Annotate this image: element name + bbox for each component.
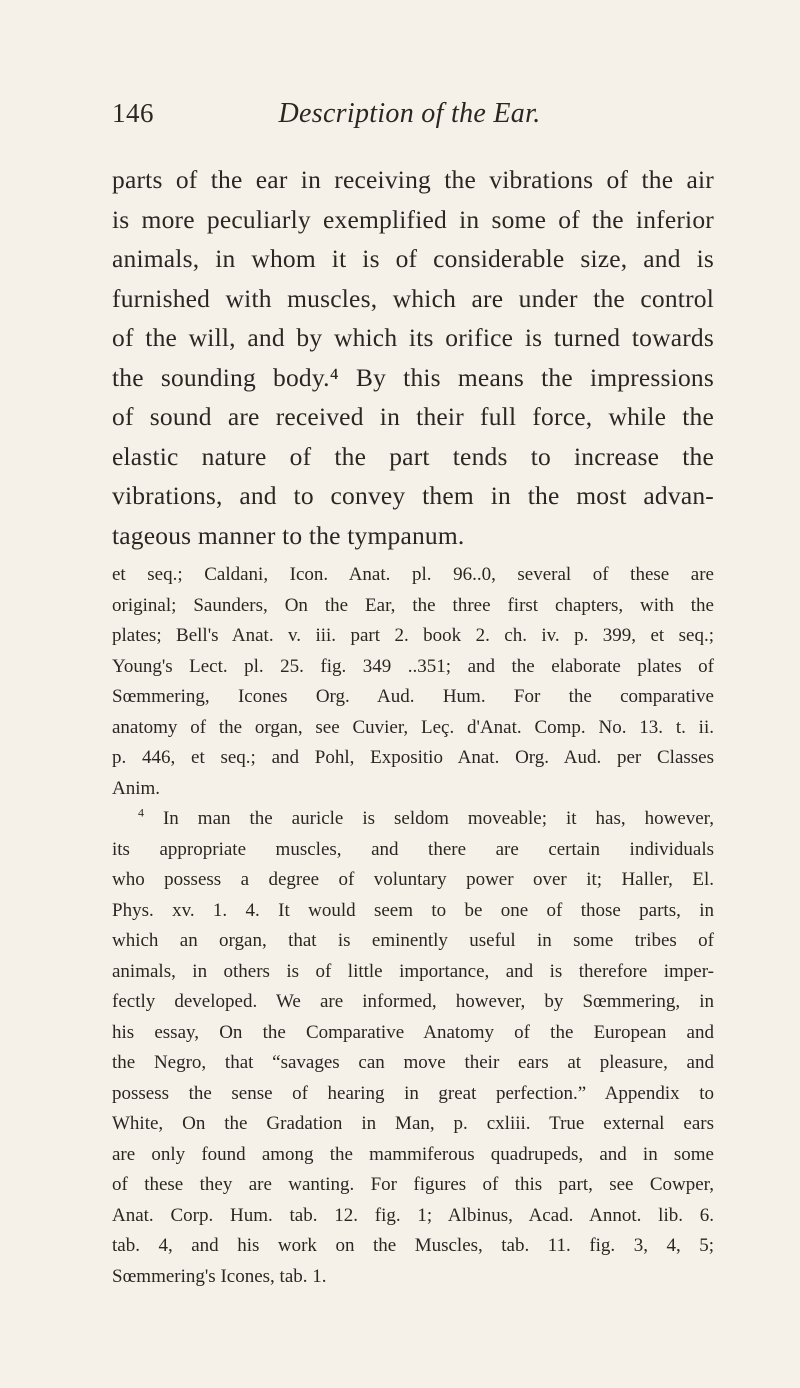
page-number: 146 bbox=[112, 98, 154, 128]
footnote-line: possess the sense of hearing in great perfection.” Appendix to bbox=[112, 1082, 714, 1104]
footnote-marker: 4 bbox=[138, 805, 144, 820]
footnote-line: animals, in others is of little importance, and is therefore imper- bbox=[112, 960, 714, 982]
body-line: tageous manner to the tympanum. bbox=[112, 520, 465, 550]
footnote-line: White, On the Gradation in Man, p. cxliii. True external ears bbox=[112, 1113, 714, 1134]
footnote-line: et seq.; Caldani, Icon. Anat. pl. 96..0, several of these are bbox=[112, 564, 714, 585]
body-line: of sound are received in their full force, while the bbox=[112, 402, 714, 431]
footnote-line: anatomy of the organ, see Cuvier, Leç. d'Anat. Comp. No. 13. t. ii. bbox=[112, 716, 714, 738]
footnote-4 bbox=[112, 804, 714, 1292]
running-head bbox=[112, 98, 707, 138]
main-paragraph bbox=[112, 160, 714, 555]
body-line: elastic nature of the part tends to increase the bbox=[112, 441, 714, 471]
footnote-first-text: In man the auricle is seldom moveable; it has, however, bbox=[162, 808, 714, 829]
body-line: of the will, and by which its orifice is turned towards bbox=[112, 323, 714, 352]
body-line: furnished with muscles, which are under the control bbox=[112, 283, 714, 313]
footnote-line: the Negro, that “savages can move their ears at pleasure, and bbox=[112, 1052, 714, 1073]
footnote-line: are only found among the mammiferous quadrupeds, and in some bbox=[112, 1143, 714, 1165]
footnote-continued bbox=[112, 560, 714, 804]
footnote-line: fectly developed. We are informed, however, by Sœmmering, in bbox=[112, 991, 714, 1012]
running-title: Description of the Ear. bbox=[278, 98, 541, 129]
footnote-line: Phys. xv. 1. 4. It would seem to be one of those parts, in bbox=[112, 899, 714, 921]
footnote-line: Sœmmering, Icones Org. Aud. Hum. For the comparative bbox=[112, 686, 714, 707]
footnote-line: its appropriate muscles, and there are certain individuals bbox=[112, 838, 714, 860]
footnote-line: Anat. Corp. Hum. tab. 12. fig. 1; Albinus, Acad. Annot. lib. 6. bbox=[112, 1204, 714, 1226]
footnote-line: Young's Lect. pl. 25. fig. 349 ..351; and the elaborate plates of bbox=[112, 655, 714, 677]
footnote-line: original; Saunders, On the Ear, the three first chapters, with the bbox=[112, 594, 714, 616]
body-line: is more peculiarly exemplified in some of the inferior bbox=[112, 204, 714, 234]
footnote-line: plates; Bell's Anat. v. iii. part 2. book 2. ch. iv. p. 399, et seq.; bbox=[112, 625, 714, 646]
footnote-line: who possess a degree of voluntary power over it; Haller, El. bbox=[112, 869, 714, 890]
footnote-line bbox=[112, 804, 714, 835]
footnote-line: p. 446, et seq.; and Pohl, Expositio Anat. Org. Aud. per Classes bbox=[112, 747, 714, 768]
body-line: animals, in whom it is of considerable size, and is bbox=[112, 244, 714, 273]
body-line: parts of the ear in receiving the vibrations of the air bbox=[112, 165, 714, 194]
footnote-line: tab. 4, and his work on the Muscles, tab. 11. fig. 3, 4, 5; bbox=[112, 1235, 714, 1256]
body-line: the sounding body.⁴ By this means the impressions bbox=[112, 362, 714, 392]
footnote-line: Sœmmering's Icones, tab. 1. bbox=[112, 1265, 327, 1287]
footnote-line: his essay, On the Comparative Anatomy of the European and bbox=[112, 1021, 714, 1043]
body-line: vibrations, and to convey them in the most advan- bbox=[112, 481, 714, 510]
footnote-line: of these they are wanting. For figures of this part, see Cowper, bbox=[112, 1174, 714, 1195]
footnote-line: which an organ, that is eminently useful in some tribes of bbox=[112, 930, 714, 951]
footnotes bbox=[112, 560, 714, 1292]
footnote-line: Anim. bbox=[112, 777, 161, 799]
